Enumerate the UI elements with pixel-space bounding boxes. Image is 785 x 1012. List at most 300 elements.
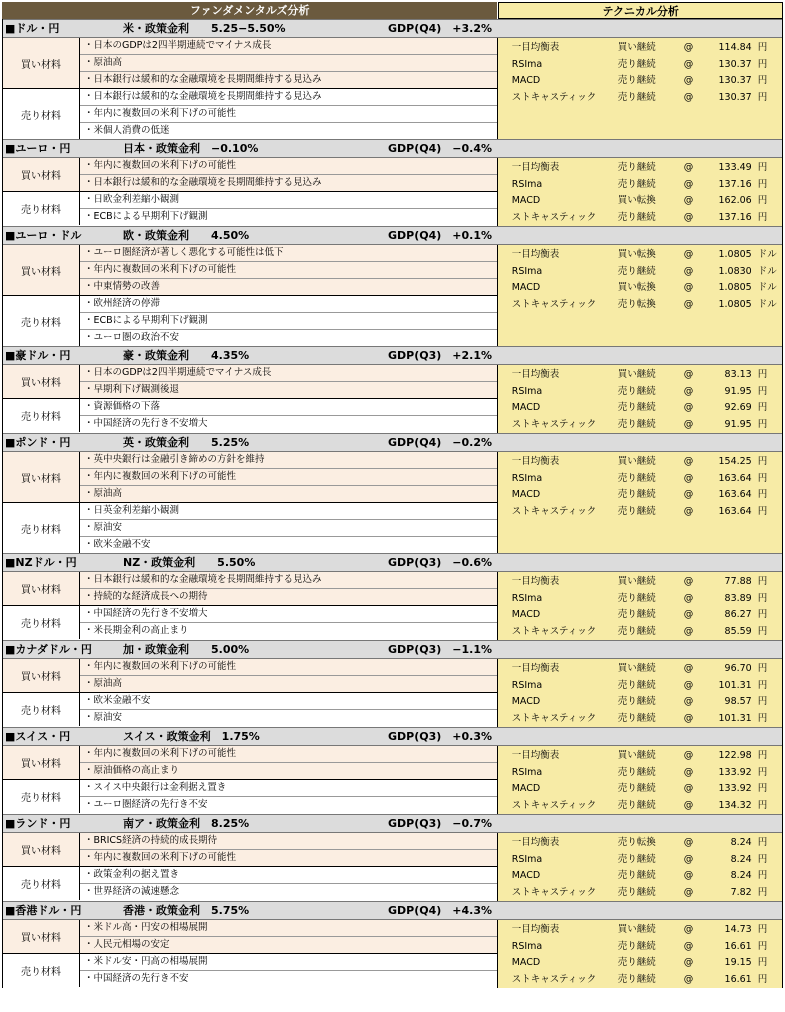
fundamentals-column (3, 38, 498, 139)
factor-item: ・日本銀行は緩和的な金融環境を長期間維持する見込み (80, 72, 497, 88)
indicator-name: 一目均衡表 (511, 42, 560, 53)
indicator-row (498, 835, 782, 852)
at-symbol: @ (683, 178, 694, 190)
pair-header (3, 553, 782, 572)
indicator-signal: 売り継続 (617, 766, 656, 778)
factor-item: ・資源価格の下落 (80, 399, 497, 416)
indicator-row (498, 624, 782, 641)
indicator-signal: 買い継続 (617, 750, 656, 761)
indicator-signal: 売り継続 (617, 940, 656, 952)
technical-column (498, 572, 782, 640)
currency-pair-section (2, 727, 783, 814)
indicator-row (498, 607, 782, 624)
fundamentals-column (3, 452, 498, 553)
technical-column (498, 833, 782, 901)
buy-factor-list (80, 245, 497, 295)
indicator-name: 一目均衡表 (511, 924, 560, 935)
price-unit: 円 (757, 91, 768, 103)
sell-factor-list (80, 192, 497, 225)
indicator-name: RSIma (511, 178, 543, 190)
factor-item: ・中東情勢の改善 (80, 279, 497, 295)
buy-factors (3, 833, 497, 867)
indicator-row (498, 40, 782, 57)
sell-factor-list (80, 954, 497, 987)
pair-name: ■ドル・円 (5, 22, 60, 35)
buy-label: 買い材料 (3, 365, 80, 398)
indicator-price: 133.92 (718, 766, 752, 778)
sell-factor-list (80, 606, 497, 639)
at-symbol: @ (683, 75, 694, 86)
at-symbol: @ (683, 58, 694, 70)
sell-factors (3, 503, 497, 553)
fundamentals-column (3, 572, 498, 640)
indicator-name: ストキャスティック (511, 625, 597, 637)
currency-pair-section (2, 19, 783, 139)
factor-item: ・年内に複数回の米利下げの可能性 (80, 262, 497, 279)
indicator-name: MACD (511, 609, 541, 620)
indicator-row (498, 57, 782, 74)
sell-label: 売り材料 (3, 89, 80, 139)
gdp-growth: GDP(Q4) −0.4% (388, 142, 493, 155)
indicator-price: 163.64 (718, 472, 752, 484)
fundamentals-title: ファンダメンタルズ分析 (2, 2, 498, 19)
pair-body (3, 452, 782, 553)
at-symbol: @ (683, 369, 694, 380)
indicator-price: 85.59 (724, 625, 752, 637)
indicator-row (498, 264, 782, 281)
factor-item: ・欧州経済の停滞 (80, 296, 497, 313)
at-symbol: @ (683, 282, 694, 293)
indicator-row (498, 73, 782, 90)
indicator-name: MACD (511, 696, 541, 707)
factor-item: ・原油価格の高止まり (80, 763, 497, 779)
gdp-growth: GDP(Q4) −0.2% (388, 436, 493, 449)
price-unit: 円 (757, 625, 768, 637)
indicator-name: ストキャスティック (511, 418, 597, 430)
at-symbol: @ (683, 195, 694, 206)
factor-item: ・欧米金融不安 (80, 693, 497, 710)
indicator-price: 130.37 (718, 91, 752, 103)
at-symbol: @ (683, 402, 694, 413)
policy-rate: 南ア・政策金利 8.25% (123, 817, 250, 830)
currency-pair-section (2, 346, 783, 433)
price-unit: 円 (757, 592, 768, 604)
table-header (2, 2, 783, 19)
buy-label: 買い材料 (3, 158, 80, 191)
policy-rate: 日本・政策金利 −0.10% (123, 142, 259, 155)
price-unit: 円 (757, 178, 768, 190)
factor-item: ・持続的な経済成長への期待 (80, 589, 497, 605)
price-unit: 円 (757, 696, 768, 707)
indicator-name: MACD (511, 402, 541, 413)
indicator-price: 16.61 (724, 973, 752, 985)
indicator-price: 91.95 (724, 418, 752, 430)
indicator-price: 83.13 (724, 369, 752, 380)
currency-pair-section (2, 139, 783, 226)
indicator-signal: 買い転換 (617, 195, 656, 206)
at-symbol: @ (683, 837, 694, 848)
currency-pair-section (2, 640, 783, 727)
fundamentals-column (3, 833, 498, 901)
technical-column (498, 920, 782, 988)
sell-factor-list (80, 296, 497, 346)
factor-item: ・年内に複数回の米利下げの可能性 (80, 746, 497, 763)
at-symbol: @ (683, 853, 694, 865)
factor-item: ・英中央銀行は金融引き締めの方針を維持 (80, 452, 497, 469)
policy-rate: NZ・政策金利 5.50% (123, 556, 256, 569)
indicator-row (498, 280, 782, 297)
indicator-price: 163.64 (718, 505, 752, 517)
factor-item: ・原油高 (80, 486, 497, 502)
price-unit: 円 (757, 853, 768, 865)
indicator-row (498, 955, 782, 972)
factor-item: ・原油安 (80, 520, 497, 537)
pair-name: ■スイス・円 (5, 730, 71, 743)
indicator-signal: 売り継続 (617, 853, 656, 865)
indicator-row (498, 868, 782, 885)
indicator-row (498, 591, 782, 608)
indicator-name: ストキャスティック (511, 505, 597, 517)
factor-item: ・日本のGDPは2四半期連続でマイナス成長 (80, 365, 497, 382)
buy-factors (3, 365, 497, 399)
indicator-name: 一目均衡表 (511, 369, 560, 380)
indicator-price: 114.84 (718, 42, 752, 53)
pair-header (3, 727, 782, 746)
indicator-row (498, 417, 782, 434)
factor-item: ・日本銀行は緩和的な金融環境を長期間維持する見込み (80, 89, 497, 106)
indicator-price: 8.24 (730, 853, 752, 865)
indicator-name: ストキャスティック (511, 712, 597, 724)
indicator-name: RSIma (511, 853, 543, 865)
fundamentals-column (3, 158, 498, 226)
indicator-row (498, 210, 782, 227)
price-unit: 円 (757, 418, 768, 430)
pair-header (3, 19, 782, 38)
at-symbol: @ (683, 489, 694, 500)
factor-item: ・日本のGDPは2四半期連続でマイナス成長 (80, 38, 497, 55)
indicator-row (498, 798, 782, 815)
fundamentals-column (3, 746, 498, 814)
indicator-row (498, 384, 782, 401)
pair-list (2, 19, 783, 988)
indicator-signal: 売り継続 (617, 870, 656, 881)
indicator-price: 1.0830 (718, 265, 752, 277)
sell-label: 売り材料 (3, 780, 80, 813)
factor-item: ・早期利下げ観測後退 (80, 382, 497, 398)
buy-factor-list (80, 572, 497, 605)
pair-body (3, 659, 782, 727)
pair-body (3, 245, 782, 346)
indicator-signal: 買い転換 (617, 249, 656, 260)
fundamentals-column (3, 659, 498, 727)
at-symbol: @ (683, 472, 694, 484)
gdp-growth: GDP(Q3) +2.1% (388, 349, 493, 362)
sell-factors (3, 780, 497, 813)
indicator-row (498, 487, 782, 504)
factor-item: ・米個人消費の低迷 (80, 123, 497, 139)
factor-item: ・原油高 (80, 55, 497, 72)
sell-factors (3, 399, 497, 432)
indicator-signal: 買い継続 (617, 369, 656, 380)
policy-rate: 欧・政策金利 4.50% (123, 229, 250, 242)
sell-factor-list (80, 693, 497, 726)
indicator-row (498, 177, 782, 194)
analysis-table (2, 2, 783, 988)
indicator-signal: 売り継続 (617, 592, 656, 604)
indicator-price: 163.64 (718, 489, 752, 500)
indicator-signal: 売り継続 (617, 91, 656, 103)
at-symbol: @ (683, 609, 694, 620)
currency-pair-section (2, 901, 783, 988)
price-unit: 円 (757, 766, 768, 778)
price-unit: 円 (757, 385, 768, 397)
indicator-row (498, 574, 782, 591)
policy-rate: 米・政策金利 5.25−5.50% (123, 22, 286, 35)
indicator-name: MACD (511, 870, 541, 881)
factor-item: ・ユーロ圏経済の先行き不安 (80, 797, 497, 813)
price-unit: 円 (757, 783, 768, 794)
buy-factor-list (80, 452, 497, 502)
buy-factor-list (80, 746, 497, 779)
factor-item: ・年内に複数回の米利下げの可能性 (80, 659, 497, 676)
at-symbol: @ (683, 505, 694, 517)
sell-factor-list (80, 399, 497, 432)
pair-body (3, 572, 782, 640)
indicator-price: 130.37 (718, 75, 752, 86)
buy-label: 買い材料 (3, 920, 80, 953)
factor-item: ・日欧金利差縮小観測 (80, 192, 497, 209)
price-unit: 円 (757, 505, 768, 517)
buy-label: 買い材料 (3, 245, 80, 295)
sell-label: 売り材料 (3, 192, 80, 225)
indicator-signal: 売り継続 (617, 609, 656, 620)
factor-item: ・ユーロ圏経済が著しく悪化する可能性は低下 (80, 245, 497, 262)
factor-item: ・年内に複数回の米利下げの可能性 (80, 469, 497, 486)
at-symbol: @ (683, 663, 694, 674)
pair-name: ■ユーロ・円 (5, 142, 71, 155)
indicator-price: 101.31 (718, 679, 752, 691)
indicator-signal: 売り継続 (617, 679, 656, 691)
indicator-signal: 売り継続 (617, 472, 656, 484)
factor-item: ・日英金利差縮小観測 (80, 503, 497, 520)
factor-item: ・スイス中央銀行は金利据え置き (80, 780, 497, 797)
buy-label: 買い材料 (3, 38, 80, 88)
indicator-signal: 売り継続 (617, 505, 656, 517)
indicator-name: RSIma (511, 58, 543, 70)
indicator-price: 154.25 (718, 456, 752, 467)
at-symbol: @ (683, 265, 694, 277)
technical-column (498, 158, 782, 226)
price-unit: 円 (757, 162, 768, 173)
factor-item: ・年内に複数回の米利下げの可能性 (80, 106, 497, 123)
currency-pair-section (2, 553, 783, 640)
indicator-price: 101.31 (718, 712, 752, 724)
indicator-signal: 買い転換 (617, 282, 656, 293)
indicator-name: ストキャスティック (511, 298, 597, 310)
at-symbol: @ (683, 162, 694, 173)
buy-factors (3, 572, 497, 606)
indicator-row (498, 661, 782, 678)
indicator-name: RSIma (511, 940, 543, 952)
sell-label: 売り材料 (3, 954, 80, 987)
technical-column (498, 452, 782, 553)
indicator-signal: 売り継続 (617, 402, 656, 413)
indicator-row (498, 90, 782, 107)
indicator-signal: 売り継続 (617, 712, 656, 724)
at-symbol: @ (683, 957, 694, 968)
pair-body (3, 833, 782, 901)
indicator-signal: 買い継続 (617, 663, 656, 674)
at-symbol: @ (683, 592, 694, 604)
pair-header (3, 433, 782, 452)
indicator-signal: 売り継続 (617, 265, 656, 277)
fundamentals-column (3, 920, 498, 988)
at-symbol: @ (683, 924, 694, 935)
indicator-price: 137.16 (718, 178, 752, 190)
at-symbol: @ (683, 783, 694, 794)
indicator-price: 16.61 (724, 940, 752, 952)
indicator-row (498, 160, 782, 177)
sell-factor-list (80, 867, 497, 900)
price-unit: 円 (757, 663, 768, 674)
indicator-price: 83.89 (724, 592, 752, 604)
indicator-signal: 売り継続 (617, 162, 656, 173)
buy-label: 買い材料 (3, 452, 80, 502)
factor-item: ・年内に複数回の米利下げの可能性 (80, 850, 497, 866)
policy-rate: 香港・政策金利 5.75% (123, 904, 250, 917)
indicator-price: 134.32 (718, 799, 752, 811)
pair-name: ■ポンド・円 (5, 436, 71, 449)
buy-label: 買い材料 (3, 746, 80, 779)
indicator-signal: 売り継続 (617, 886, 656, 898)
buy-factors (3, 746, 497, 780)
indicator-price: 1.0805 (718, 298, 752, 310)
sell-label: 売り材料 (3, 693, 80, 726)
pair-name: ■香港ドル・円 (5, 904, 82, 917)
indicator-signal: 売り継続 (617, 385, 656, 397)
currency-pair-section (2, 226, 783, 346)
buy-factors (3, 38, 497, 89)
buy-factors (3, 245, 497, 296)
pair-header (3, 901, 782, 920)
indicator-price: 122.98 (718, 750, 752, 761)
policy-rate: 英・政策金利 5.25% (123, 436, 250, 449)
factor-item: ・欧米金融不安 (80, 537, 497, 553)
factor-item: ・米ドル安・円高の相場展開 (80, 954, 497, 971)
indicator-signal: 売り継続 (617, 696, 656, 707)
price-unit: ドル (757, 282, 777, 293)
fundamentals-column (3, 365, 498, 433)
price-unit: 円 (757, 750, 768, 761)
indicator-price: 92.69 (724, 402, 752, 413)
price-unit: 円 (757, 886, 768, 898)
indicator-signal: 売り継続 (617, 783, 656, 794)
price-unit: 円 (757, 870, 768, 881)
pair-header (3, 814, 782, 833)
sell-label: 売り材料 (3, 606, 80, 639)
price-unit: 円 (757, 58, 768, 70)
buy-factors (3, 659, 497, 693)
indicator-row (498, 694, 782, 711)
at-symbol: @ (683, 576, 694, 587)
indicator-signal: 売り継続 (617, 58, 656, 70)
indicator-name: RSIma (511, 385, 543, 397)
indicator-row (498, 852, 782, 869)
price-unit: 円 (757, 489, 768, 500)
sell-label: 売り材料 (3, 503, 80, 553)
indicator-row (498, 922, 782, 939)
at-symbol: @ (683, 418, 694, 430)
indicator-name: ストキャスティック (511, 799, 597, 811)
indicator-name: 一目均衡表 (511, 837, 560, 848)
indicator-name: RSIma (511, 472, 543, 484)
technical-column (498, 245, 782, 346)
pair-name: ■カナダドル・円 (5, 643, 92, 656)
indicator-row (498, 247, 782, 264)
indicator-signal: 売り継続 (617, 625, 656, 637)
pair-body (3, 38, 782, 139)
technical-column (498, 659, 782, 727)
factor-item: ・原油高 (80, 676, 497, 692)
pair-header (3, 226, 782, 245)
sell-factor-list (80, 780, 497, 813)
indicator-signal: 売り転換 (617, 837, 656, 848)
price-unit: 円 (757, 576, 768, 587)
factor-item: ・中国経済の先行き不安増大 (80, 606, 497, 623)
indicator-signal: 売り継続 (617, 957, 656, 968)
pair-name: ■ユーロ・ドル (5, 229, 82, 242)
pair-name: ■豪ドル・円 (5, 349, 71, 362)
pair-header (3, 139, 782, 158)
at-symbol: @ (683, 91, 694, 103)
indicator-name: MACD (511, 282, 541, 293)
indicator-row (498, 748, 782, 765)
indicator-signal: 売り継続 (617, 418, 656, 430)
gdp-growth: GDP(Q3) −1.1% (388, 643, 493, 656)
sell-factors (3, 89, 497, 139)
indicator-name: ストキャスティック (511, 211, 597, 223)
indicator-name: 一目均衡表 (511, 750, 560, 761)
technical-column (498, 38, 782, 139)
indicator-name: MACD (511, 957, 541, 968)
price-unit: ドル (757, 249, 777, 260)
sell-factor-list (80, 89, 497, 139)
price-unit: 円 (757, 973, 768, 985)
factor-item: ・人民元相場の安定 (80, 937, 497, 953)
at-symbol: @ (683, 679, 694, 691)
at-symbol: @ (683, 625, 694, 637)
currency-pair-section (2, 814, 783, 901)
indicator-price: 19.15 (724, 957, 752, 968)
price-unit: ドル (757, 265, 777, 277)
price-unit: 円 (757, 456, 768, 467)
pair-header (3, 640, 782, 659)
indicator-row (498, 765, 782, 782)
sell-label: 売り材料 (3, 399, 80, 432)
factor-item: ・世界経済の減速懸念 (80, 884, 497, 900)
sell-factors (3, 192, 497, 225)
buy-factor-list (80, 920, 497, 953)
at-symbol: @ (683, 712, 694, 724)
indicator-row (498, 885, 782, 902)
factor-item: ・原油安 (80, 710, 497, 726)
indicator-name: RSIma (511, 265, 543, 277)
price-unit: 円 (757, 42, 768, 53)
indicator-signal: 売り継続 (617, 799, 656, 811)
at-symbol: @ (683, 973, 694, 985)
price-unit: 円 (757, 957, 768, 968)
buy-factors (3, 920, 497, 954)
